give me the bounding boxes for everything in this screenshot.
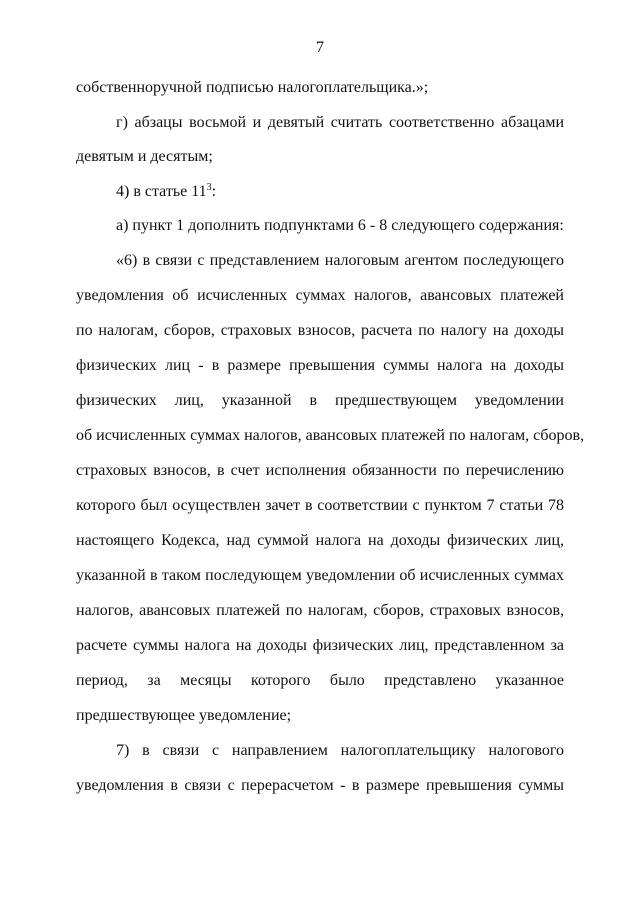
page-number: 7	[316, 39, 324, 56]
text-line: предшествующее уведомление;	[76, 707, 292, 724]
text-run: 4) в статье 11	[116, 183, 207, 200]
superscript: 3	[206, 182, 212, 193]
text-line: девятым и десятым;	[76, 148, 213, 165]
text-line: собственноручной подписью налогоплательщика.»;	[76, 79, 429, 96]
text-line: об исчисленных суммах налогов, авансовых платежей по налогам, сборов,	[76, 427, 585, 444]
text-line: которого был осуществлен зачет в соответствии с пунктом 7 статьи 78	[76, 497, 564, 514]
text-line: настоящего Кодекса, над суммой налога на доходы физических лиц,	[76, 532, 564, 549]
text-line	[116, 182, 564, 202]
text-line: уведомления об исчисленных суммах налогов, авансовых платежей	[76, 287, 564, 304]
text-line: г) абзацы восьмой и девятый считать соответственно абзацами	[116, 114, 564, 131]
text-line: страховых взносов, в счет исполнения обязанности по перечислению	[76, 462, 564, 479]
text-line: период, за месяцы которого было представлено указанное	[76, 672, 564, 689]
text-line: указанной в таком последующем уведомлении об исчисленных суммах	[76, 567, 564, 584]
text-line: уведомления в связи с перерасчетом - в размере превышения суммы	[76, 777, 564, 794]
text-line: физических лиц, указанной в предшествующем уведомлении	[76, 392, 564, 409]
text-line: 7) в связи с направлением налогоплательщику налогового	[116, 742, 564, 759]
text-line: физических лиц - в размере превышения суммы налога на доходы	[76, 357, 564, 374]
text-run: :	[211, 183, 217, 200]
text-line: а) пункт 1 дополнить подпунктами 6 - 8 следующего содержания:	[116, 217, 564, 234]
text-line: по налогам, сборов, страховых взносов, расчета по налогу на доходы	[76, 322, 564, 339]
text-line: налогов, авансовых платежей по налогам, сборов, страховых взносов,	[76, 602, 564, 619]
text-line: «6) в связи с представлением налоговым агентом последующего	[116, 252, 564, 269]
text-line: расчете суммы налога на доходы физических лиц, представленном за	[76, 637, 564, 654]
